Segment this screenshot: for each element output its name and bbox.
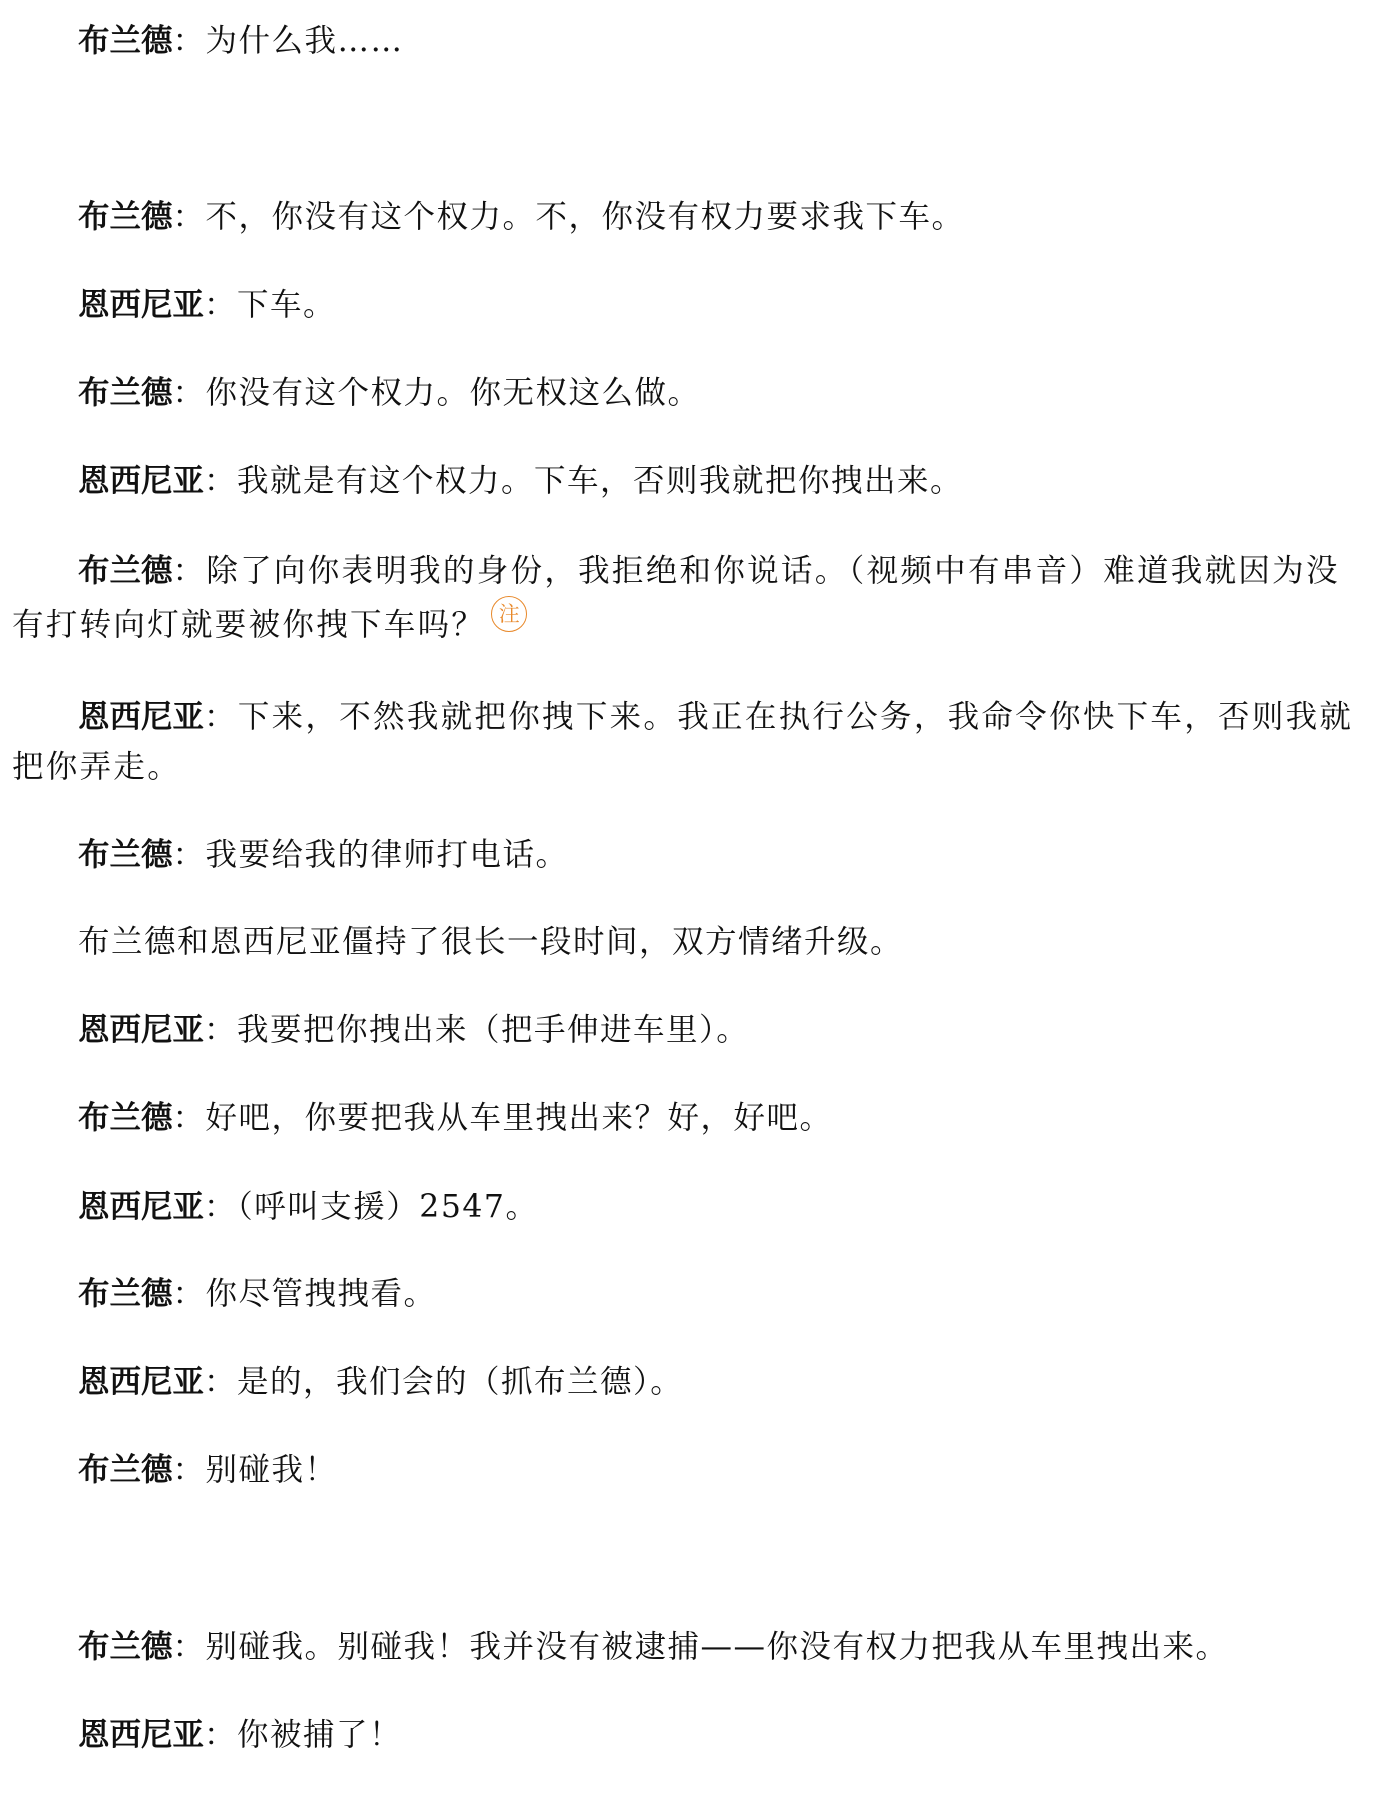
line-text: 除了向你表明我的身份，我拒绝和你说话。（视频中有串音）难道我就因为没有打转向灯就要被你拽下车吗？ [12,553,1340,643]
speaker-name: 布兰德 [78,553,173,589]
dialogue-line [12,546,1354,650]
separator: ： [172,1452,206,1488]
speaker-name: 恩西尼亚 [78,1189,205,1225]
line-text: 不，你没有这个权力。不，你没有权力要求我下车。 [205,199,965,235]
separator: ： [204,1012,238,1048]
dialogue-line [12,368,1354,418]
line-text: 下来，不然我就把你拽下来。我正在执行公务，我命令你快下车，否则我就把你弄走。 [12,699,1354,785]
line-text: 我就是有这个权力。下车，否则我就把你拽出来。 [237,463,964,499]
line-text: 为什么我…… [205,23,404,59]
dialogue-line [12,692,1354,792]
line-text: 你尽管拽拽看。 [205,1276,437,1312]
speaker-name: 布兰德 [78,375,173,411]
dialogue-line [12,1357,1354,1407]
speaker-name: 恩西尼亚 [78,287,205,323]
speaker-name: 布兰德 [78,1629,173,1665]
speaker-name: 恩西尼亚 [78,1717,205,1753]
separator: ： [172,23,206,59]
separator: ： [172,837,206,873]
separator: ： [172,1629,206,1665]
line-text: 别碰我！ [205,1452,338,1488]
speaker-name: 布兰德 [78,23,173,59]
dialogue-line [12,1005,1354,1055]
line-text: 好吧，你要把我从车里拽出来？好，好吧。 [205,1100,833,1136]
separator: ： [204,1189,238,1225]
line-text: （呼叫支援）2547。 [237,1189,539,1225]
separator: ： [172,199,206,235]
separator: ： [204,1717,238,1753]
speaker-name: 恩西尼亚 [78,1364,205,1400]
separator: ： [172,375,206,411]
dialogue-line [12,1269,1354,1319]
speaker-name: 恩西尼亚 [78,463,205,499]
separator: ： [204,1364,238,1400]
separator: ： [204,463,238,499]
dialogue-line [12,1093,1354,1143]
line-text: 你被捕了！ [237,1717,403,1753]
dialogue-line [12,280,1354,330]
separator: ： [172,1100,206,1136]
annotation-note-icon[interactable]: 注 [491,596,527,632]
dialogue-line [12,456,1354,506]
line-text: 我要给我的律师打电话。 [205,837,569,873]
separator: ： [204,287,238,323]
separator: ： [204,699,238,735]
dialogue-line [12,192,1354,242]
speaker-name: 布兰德 [78,199,173,235]
dialogue-line [12,1182,1354,1232]
speaker-name: 布兰德 [78,1276,173,1312]
speaker-name: 布兰德 [78,1100,173,1136]
narration-line [12,917,1354,967]
speaker-name: 恩西尼亚 [78,1012,205,1048]
separator: ： [172,553,207,589]
dialogue-line [12,830,1354,880]
line-text: 别碰我。别碰我！我并没有被逮捕——你没有权力把我从车里拽出来。 [205,1629,1229,1665]
dialogue-line [12,1622,1354,1672]
dialogue-line [12,1710,1354,1760]
line-text: 你没有这个权力。你无权这么做。 [205,375,701,411]
speaker-name: 恩西尼亚 [78,699,205,735]
dialogue-line [12,16,1354,66]
speaker-name: 布兰德 [78,837,173,873]
line-text: 下车。 [237,287,337,323]
line-text: 是的，我们会的（抓布兰德）。 [237,1364,684,1400]
line-text: 我要把你拽出来（把手伸进车里）。 [237,1012,750,1048]
dialogue-line [12,1445,1354,1495]
line-text: 布兰德和恩西尼亚僵持了很长一段时间，双方情绪升级。 [78,924,904,960]
speaker-name: 布兰德 [78,1452,173,1488]
separator: ： [172,1276,206,1312]
